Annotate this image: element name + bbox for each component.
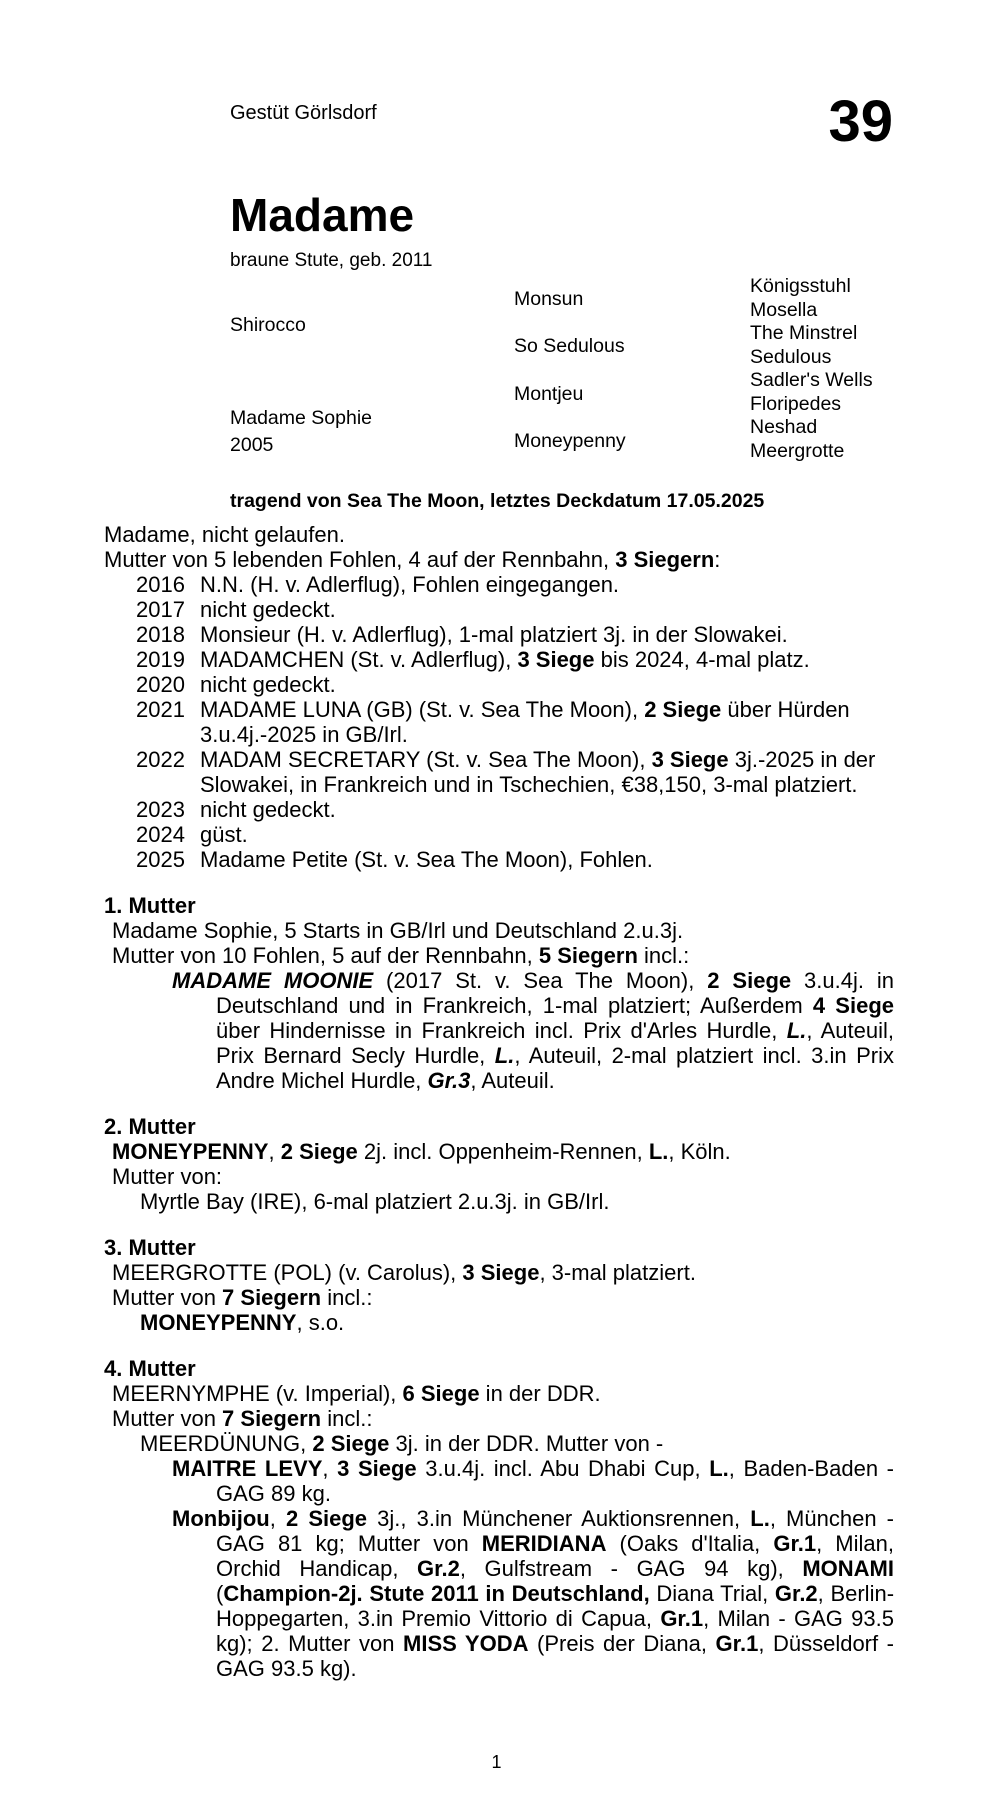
pedigree-dam-year: 2005 <box>230 434 274 456</box>
page-number: 1 <box>491 1752 502 1772</box>
dam-line: MONEYPENNY, 2 Siege 2j. incl. Oppenheim-Rennen, L., Köln. <box>112 1139 731 1164</box>
pedigree-g3-4: Sedulous <box>750 346 832 368</box>
intro-line: Madame, nicht gelaufen. <box>104 522 345 547</box>
produce-row: 2020 nicht gedeckt. <box>136 672 336 697</box>
produce-row: 2024 güst. <box>136 822 248 847</box>
produce-row: 2022 MADAM SECRETARY (St. v. Sea The Moon), 3 Siege 3j.-2025 in der Slowakei, in Frankreich und in Tschechien, €38,150, 3-mal platziert. <box>136 747 876 797</box>
dam-line: MEERGROTTE (POL) (v. Carolus), 3 Siege, 3-mal platziert. <box>112 1260 696 1285</box>
intro-produce-summary: Mutter von 5 lebenden Fohlen, 4 auf der Rennbahn, 3 Siegern: <box>104 547 721 572</box>
pedigree-g3-8: Meergrotte <box>750 440 845 462</box>
stud-name: Gestüt Görlsdorf <box>230 102 377 124</box>
pedigree-g3-3: The Minstrel <box>750 322 858 344</box>
grand-progeny-entry: Monbijou, 2 Siege 3j., 3.in Münchener Auktionsrennen, L., München - GAG 81 kg; Mutter von MERIDIANA (Oaks d'Italia, Gr.1, Milan, Orchid Handicap, Gr.2, Gulfstream - GAG 94 kg), MONAMI (Champion-2j. Stute 2011 in Deutschland, Diana Trial, Gr.2, Berlin-Hoppegarten, 3.in Premio Vittorio di Capua, Gr.1, Milan - GAG 93.5 kg); 2. Mutter von MISS YODA (Preis der Diana, Gr.1, Düsseldorf - GAG 93.5 kg). <box>172 1506 895 1681</box>
dam-line: MEERNYMPHE (v. Imperial), 6 Siege in der DDR. <box>112 1381 601 1406</box>
dam-produce-summary: Mutter von 10 Fohlen, 5 auf der Rennbahn, 5 Siegern incl.: <box>112 943 690 968</box>
progeny-entry: Myrtle Bay (IRE), 6-mal platziert 2.u.3j. in GB/Irl. <box>140 1189 610 1214</box>
produce-row: 2017 nicht gedeckt. <box>136 597 336 622</box>
progeny-entry: MONEYPENNY, s.o. <box>140 1310 345 1335</box>
section-heading-mutter-2: 2. Mutter <box>104 1114 196 1139</box>
pedigree-g3-1: Königsstuhl <box>750 275 851 297</box>
produce-row: 2016 N.N. (H. v. Adlerflug), Fohlen eingegangen. <box>136 572 620 597</box>
produce-row: 2021 MADAME LUNA (GB) (St. v. Sea The Moon), 2 Siege über Hürden 3.u.4j.-2025 in GB/Irl. <box>136 697 850 747</box>
dam-produce-summary: Mutter von 7 Siegern incl.: <box>112 1406 373 1431</box>
pedigree-g2-2: So Sedulous <box>514 335 625 357</box>
pedigree-g2-4: Moneypenny <box>514 430 626 452</box>
produce-row: 2018 Monsieur (H. v. Adlerflug), 1-mal platziert 3j. in der Slowakei. <box>136 622 788 647</box>
pedigree-g2-1: Monsun <box>514 288 584 310</box>
section-heading-mutter-3: 3. Mutter <box>104 1235 196 1260</box>
produce-row: 2019 MADAMCHEN (St. v. Adlerflug), 3 Siege bis 2024, 4-mal platz. <box>136 647 810 672</box>
pedigree-g3-6: Floripedes <box>750 393 842 415</box>
dam-line: Madame Sophie, 5 Starts in GB/Irl und Deutschland 2.u.3j. <box>112 918 684 943</box>
produce-row: 2023 nicht gedeckt. <box>136 797 336 822</box>
progeny-entry: MEERDÜNUNG, 2 Siege 3j. in der DDR. Mutter von - <box>140 1431 664 1456</box>
catalogue-body <box>104 522 894 1681</box>
dam-produce-summary: Mutter von 7 Siegern incl.: <box>112 1285 373 1310</box>
covering-note: tragend von Sea The Moon, letztes Deckdatum 17.05.2025 <box>230 490 765 512</box>
pedigree-dam: Madame Sophie <box>230 407 373 429</box>
pedigree-g3-2: Mosella <box>750 299 818 321</box>
pedigree-g3-5: Sadler's Wells <box>750 369 873 391</box>
grand-progeny-entry: MAITRE LEVY, 3 Siege 3.u.4j. incl. Abu Dhabi Cup, L., Baden-Baden - GAG 89 kg. <box>172 1456 894 1506</box>
progeny-entry: MADAME MOONIE (2017 St. v. Sea The Moon), 2 Siege 3.u.4j. in Deutschland und in Frankreich, 1-mal platziert; Außerdem 4 Siege über Hindernisse in Frankreich incl. Prix d'Arles Hurdle, L., Auteuil, Prix Bernard Secly Hurdle, L., Auteuil, 2-mal platziert incl. 3.in Prix Andre Michel Hurdle, Gr.3, Auteuil. <box>172 968 895 1093</box>
dam-produce-summary: Mutter von: <box>112 1164 223 1189</box>
pedigree-g3-7: Neshad <box>750 416 818 438</box>
section-heading-mutter-4: 4. Mutter <box>104 1356 196 1381</box>
pedigree-g2-3: Montjeu <box>514 383 584 405</box>
produce-row: 2025 Madame Petite (St. v. Sea The Moon), Fohlen. <box>136 847 653 872</box>
horse-description: braune Stute, geb. 2011 <box>230 250 433 271</box>
horse-name: Madame <box>230 189 415 241</box>
pedigree-sire: Shirocco <box>230 314 306 336</box>
lot-number: 39 <box>828 89 893 154</box>
section-heading-mutter-1: 1. Mutter <box>104 893 196 918</box>
